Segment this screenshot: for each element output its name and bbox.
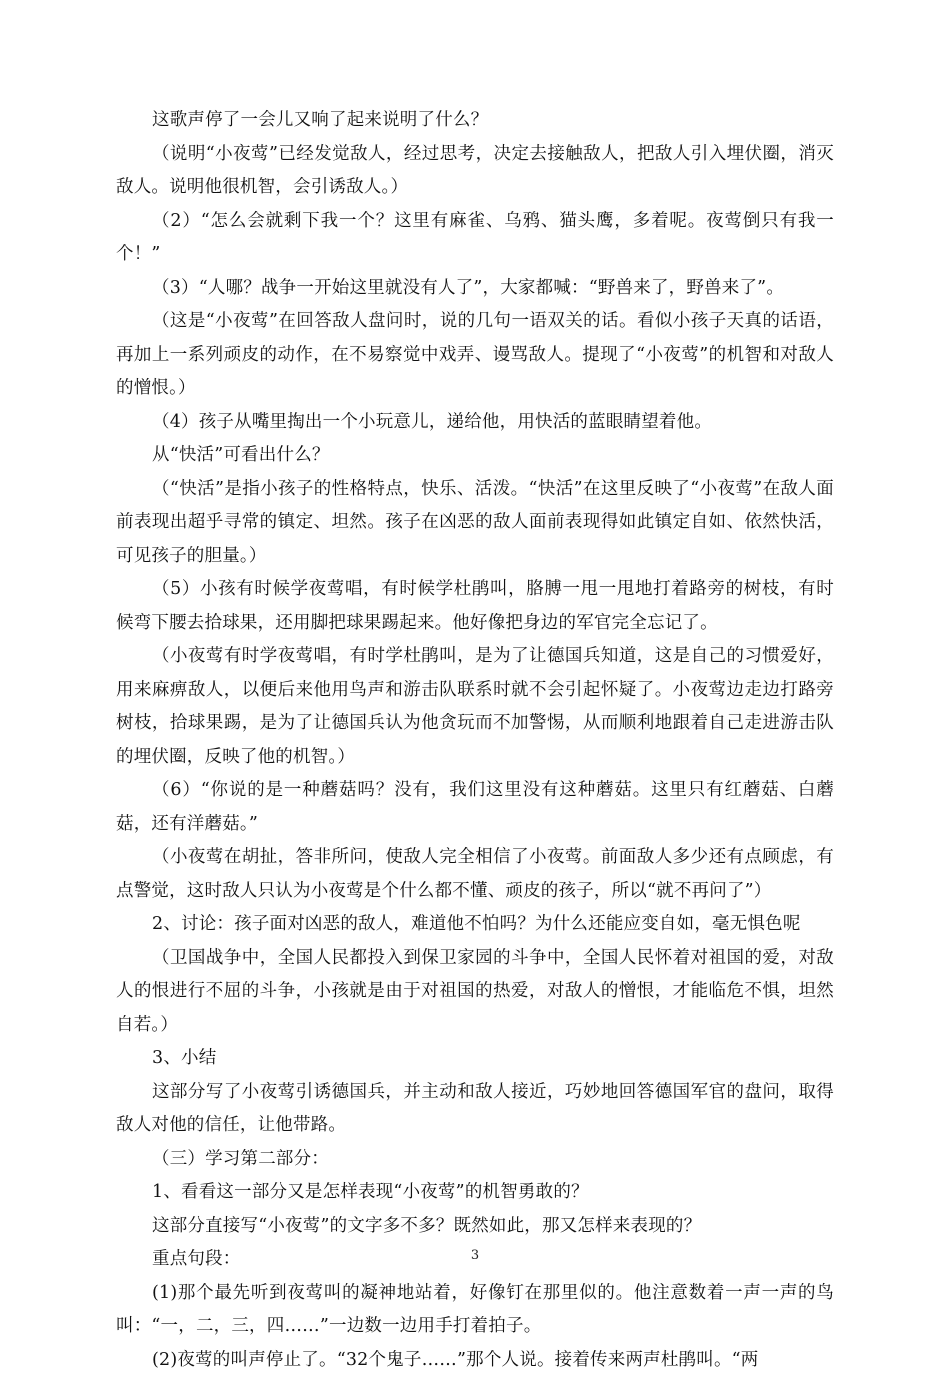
- paragraph-11: （6）“你说的是一种蘑菇吗？没有，我们这里没有这种蘑菇。这里只有红蘑菇、白蘑菇，还有洋蘑菇。”: [116, 774, 834, 841]
- body-text: [116, 104, 834, 1377]
- paragraph-12: （小夜莺在胡扯，答非所问，使敌人完全相信了小夜莺。前面敌人多少还有点顾虑，有点警觉，这时敌人只认为小夜莺是个什么都不懂、顽皮的孩子，所以“就不再问了”）: [116, 841, 834, 908]
- paragraph-6: （4）孩子从嘴里掏出一个小玩意儿，递给他，用快活的蓝眼睛望着他。: [116, 406, 834, 440]
- paragraph-15: 3、小结: [116, 1042, 834, 1076]
- paragraph-22: (2)夜莺的叫声停止了。“32个鬼子……”那个人说。接着传来两声杜鹃叫。“两: [116, 1344, 834, 1377]
- paragraph-20: 重点句段：: [116, 1243, 834, 1277]
- page-number: 3: [0, 1248, 950, 1263]
- paragraph-17: （三）学习第二部分：: [116, 1143, 834, 1177]
- paragraph-5: （这是“小夜莺”在回答敌人盘问时，说的几句一语双关的话。看似小孩子天真的话语，再加上一系列顽皮的动作，在不易察觉中戏弄、谩骂敌人。提现了“小夜莺”的机智和对敌人的憎恨。）: [116, 305, 834, 406]
- paragraph-16: 这部分写了小夜莺引诱德国兵，并主动和敌人接近，巧妙地回答德国军官的盘问，取得敌人对他的信任，让他带路。: [116, 1076, 834, 1143]
- paragraph-3: （2）“怎么会就剩下我一个？这里有麻雀、乌鸦、猫头鹰，多着呢。夜莺倒只有我一个！”: [116, 205, 834, 272]
- paragraph-2: （说明“小夜莺”已经发觉敌人，经过思考，决定去接触敌人，把敌人引入埋伏圈，消灭敌人。说明他很机智，会引诱敌人。）: [116, 138, 834, 205]
- paragraph-7: 从“快活”可看出什么？: [116, 439, 834, 473]
- paragraph-4: （3）“人哪？战争一开始这里就没有人了”，大家都喊：“野兽来了，野兽来了”。: [116, 272, 834, 306]
- paragraph-1: 这歌声停了一会儿又响了起来说明了什么？: [116, 104, 834, 138]
- paragraph-19: 这部分直接写“小夜莺”的文字多不多？既然如此，那又怎样来表现的？: [116, 1210, 834, 1244]
- paragraph-21: (1)那个最先听到夜莺叫的凝神地站着，好像钉在那里似的。他注意数着一声一声的鸟叫：“一，二，三，四……”一边数一边用手打着拍子。: [116, 1277, 834, 1344]
- paragraph-8: （“快活”是指小孩子的性格特点，快乐、活泼。“快活”在这里反映了“小夜莺”在敌人面前表现出超乎寻常的镇定、坦然。孩子在凶恶的敌人面前表现得如此镇定自如、依然快活，可见孩子的胆量。）: [116, 473, 834, 574]
- paragraph-10: （小夜莺有时学夜莺唱，有时学杜鹃叫，是为了让德国兵知道，这是自己的习惯爱好，用来麻痹敌人，以便后来他用鸟声和游击队联系时就不会引起怀疑了。小夜莺边走边打路旁树枝，拾球果踢，是为了让德国兵认为他贪玩而不加警惕，从而顺利地跟着自己走进游击队的埋伏圈，反映了他的机智。）: [116, 640, 834, 774]
- paragraph-9: （5）小孩有时候学夜莺唱，有时候学杜鹃叫，胳膊一甩一甩地打着路旁的树枝，有时候弯下腰去拾球果，还用脚把球果踢起来。他好像把身边的军官完全忘记了。: [116, 573, 834, 640]
- paragraph-14: （卫国战争中，全国人民都投入到保卫家园的斗争中，全国人民怀着对祖国的爱，对敌人的恨进行不屈的斗争，小孩就是由于对祖国的热爱，对敌人的憎恨，才能临危不惧，坦然自若。）: [116, 942, 834, 1043]
- paragraph-18: 1、看看这一部分又是怎样表现“小夜莺”的机智勇敢的？: [116, 1176, 834, 1210]
- paragraph-13: 2、讨论：孩子面对凶恶的敌人，难道他不怕吗？为什么还能应变自如，毫无惧色呢: [116, 908, 834, 942]
